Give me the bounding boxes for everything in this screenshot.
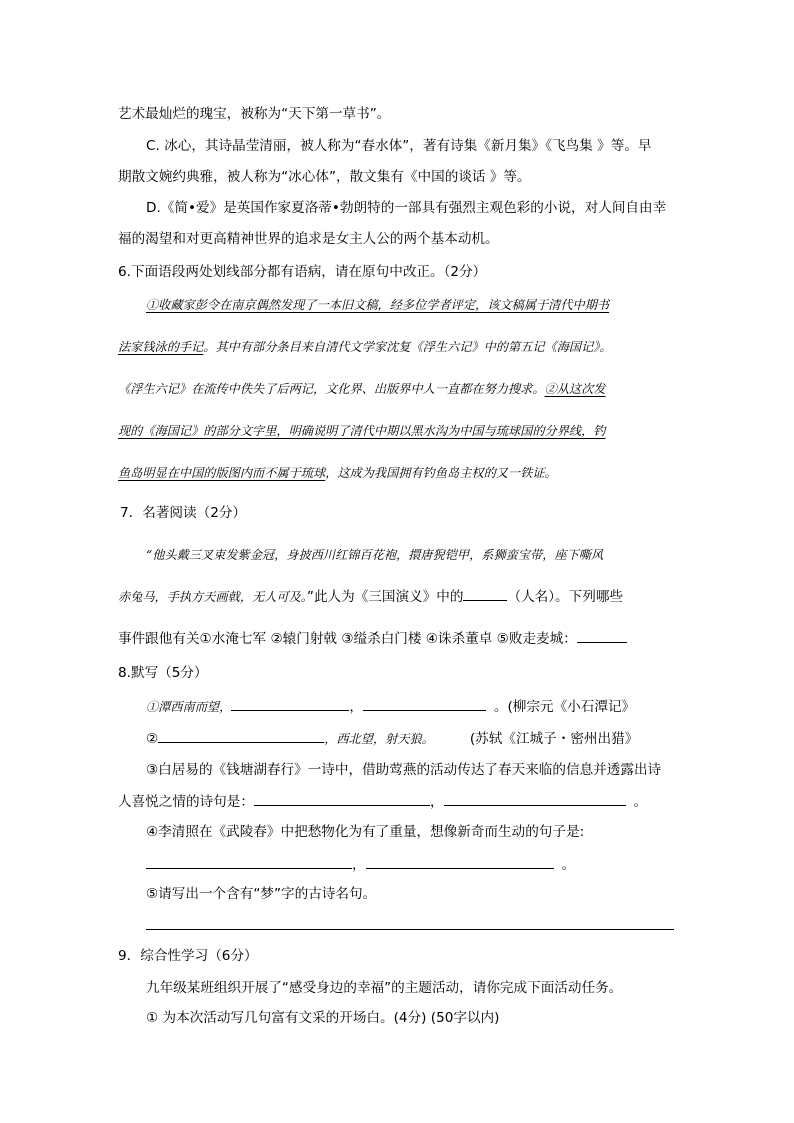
q8-item4-blank2[interactable]: [366, 854, 554, 869]
period: 。: [561, 857, 576, 873]
q8-item3-line2: [118, 791, 647, 812]
q6-underlined-segment-2-end: 鱼岛明显在中国的版图内而不属于琉球: [118, 466, 326, 480]
comma: ，: [349, 699, 363, 715]
q6-line2-rest: 。其中有部分条目来自清代文学家沈复《浮生六记》中的第五记《海国记》。: [203, 340, 612, 354]
q6-underlined-segment-1-end: 法家钱泳的手记: [118, 340, 204, 354]
q7-title: 7．名著阅读（2分）: [120, 505, 247, 521]
q8-item1-prompt: ①潭西南而望，: [146, 700, 232, 714]
option-d-line2: 福的渴望和对更高精神世界的追求是女主人公的两个基本动机。: [118, 231, 499, 247]
q9-title: 9．综合性学习（6分）: [118, 948, 258, 964]
q8-item4-blank1[interactable]: [146, 854, 352, 869]
q8-item3-blank2[interactable]: [444, 791, 626, 806]
q9-task1: ① 为本次活动写几句富有文采的开场白。(4分) (50字以内): [146, 1010, 500, 1026]
q8-item3-prompt: 人喜悦之情的诗句是：: [118, 794, 254, 810]
q8-item2-prompt: ，西北望，射天狼。: [324, 732, 434, 746]
period: 。: [633, 794, 648, 810]
q8-item1-source: 。(柳宗元《小石潭记》: [493, 699, 636, 715]
q8-item4-prompt: ④李清照在《武陵春》中把愁物化为有了重量，想像新奇而生动的句子是:: [146, 824, 585, 840]
q6-line3-text: 《浮生六记》在流传中佚失了后两记，文化界、出版界中人一直都在努力搜求。: [118, 382, 545, 396]
option-c-line2: 期散文婉约典雅，被人称为“冰心体”，散文集有《中国的谈话 》等。: [118, 169, 531, 185]
q8-item1: [146, 696, 635, 717]
q7-question-text: ”此人为《三国演义》中的: [306, 589, 464, 605]
q7-quote-line2: 赤兔马，手执方天画戟，无人可及。: [118, 590, 307, 604]
q8-item2: [146, 728, 638, 749]
comma: ，: [352, 857, 366, 873]
option-b-tail: 艺术最灿烂的瑰宝，被称为“天下第一草书”。: [118, 106, 391, 122]
q8-item1-blank2[interactable]: [363, 696, 486, 711]
q6-line5-rest: ，这成为我国拥有钓鱼岛主权的又一铁证。: [325, 466, 557, 480]
q8-item2-number: ②: [146, 731, 159, 747]
q8-title: 8.默写（5分）: [118, 665, 208, 681]
q8-item2-blank[interactable]: [158, 728, 324, 743]
q7-name-blank[interactable]: [463, 586, 507, 601]
q8-item5-prompt: ⑤请写出一个含有“梦”字的古诗名句。: [146, 886, 377, 902]
q6-underlined-line1: ①收藏家彭令在南京偶然发现了一本旧文稿，经多位学者评定，该文稿属于清代中期书: [146, 298, 610, 312]
q8-item2-source: (苏轼《江城子・密州出猎》: [469, 731, 639, 747]
q6-underlined-segment-2-start: ②从这次发: [544, 382, 606, 396]
q6-line3: [118, 379, 606, 399]
q9-intro: 九年级某班组织开展了“感受身边的幸福”的主题活动，请你完成下面活动任务。: [146, 980, 623, 996]
option-d-line1: D.《简•爱》是英国作家夏洛蒂•勃朗特的一部具有强烈主观色彩的小说，对人间自由幸: [146, 200, 667, 216]
q8-item3-line1: ③白居易的《钱塘湖春行》一诗中，借助莺燕的活动传达了春天来临的信息并透露出诗: [146, 762, 662, 778]
q8-item4-answer: [146, 854, 575, 875]
q6-underlined-line4: 现的《海国记》的部分文字里，明确说明了清代中期以黑水沟为中国与琉球国的分界线，钓: [118, 424, 606, 438]
q6-line2: [118, 337, 612, 357]
option-c-line1: C. 冰心，其诗晶莹清丽，被人称为“春水体”，著有诗集《新月集》《飞鸟集 》等。早: [146, 138, 652, 154]
q7-line2: [118, 586, 623, 607]
q7-line3: [118, 628, 627, 649]
q7-quote-line1: “他头戴三叉束发紫金冠，身披西川红锦百花袍，擐唐猊铠甲，系狮蛮宝带，座下嘶风: [146, 548, 604, 562]
q7-question-tail: （人名）。下列哪些: [507, 589, 624, 605]
q8-item3-blank1[interactable]: [254, 791, 430, 806]
q6-line5: [118, 463, 557, 483]
q8-item5-answer-line[interactable]: [146, 929, 674, 930]
q8-item1-blank1[interactable]: [231, 696, 349, 711]
q6-title: 6.下面语段两处划线部分都有语病，请在原句中改正。（2分）: [118, 264, 487, 280]
comma: ，: [429, 794, 444, 810]
q7-events-text: 事件跟他有关①水淹七军 ②辕门射戟 ③缢杀白门楼 ④诛杀董卓 ⑤败走麦城：: [118, 631, 577, 647]
q7-events-blank[interactable]: [577, 628, 627, 643]
